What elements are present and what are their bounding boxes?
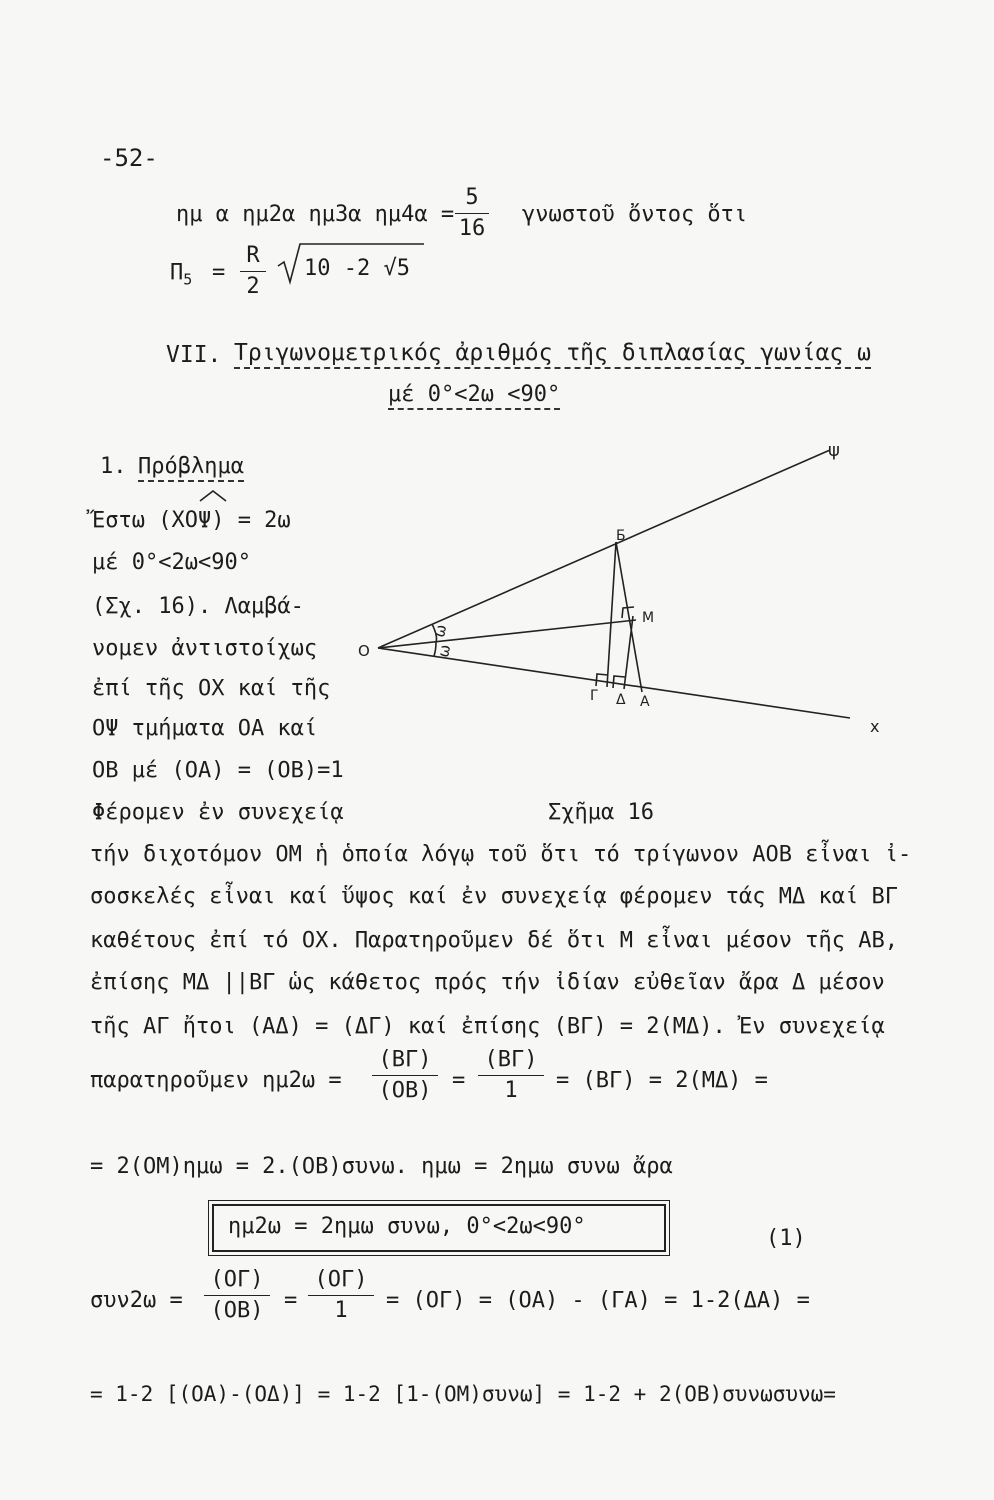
label-x: x xyxy=(870,717,880,736)
left-line-3: (Σχ. 16). Λαμβά- xyxy=(92,594,304,619)
bisector-om xyxy=(378,620,636,648)
ray-psi xyxy=(378,450,830,648)
eq1-fraction-1 xyxy=(372,1048,438,1103)
left-line-8: Φέρομεν ἐν συνεχείᾳ xyxy=(92,800,344,825)
fraction-numerator: (ΒΓ) xyxy=(484,1047,538,1072)
label-b: Б xyxy=(616,528,626,544)
label-omega-2: ω xyxy=(434,643,455,659)
eq3-prefix: συν2ω = xyxy=(90,1288,183,1313)
body-line-5: τῆς ΑΓ ἤτοι (ΑΔ) = (ΔΓ) καί ἐπίσης (ΒΓ) = 2(ΜΔ). Ἐν συνεχείᾳ xyxy=(90,1014,885,1039)
fraction-denominator: (ΟΒ) xyxy=(378,1078,432,1104)
fraction-numerator: (ΟΓ) xyxy=(314,1267,368,1292)
fraction-denominator: 2 xyxy=(246,274,260,300)
fraction-r-2 xyxy=(240,244,266,299)
fraction-denominator: 1 xyxy=(334,1298,348,1324)
pi-subscript: 5 xyxy=(183,270,193,289)
body-line-1: τήν διχοτόμον ΟΜ ἡ ὁποία λόγῳ τοῦ ὅτι τό τρίγωνον ΑΟΒ εἶναι ἰ- xyxy=(90,842,912,867)
square-root-content: 10 -2 √5 xyxy=(304,256,410,281)
given-text: γνωστοῦ ὄντος ὅτι xyxy=(522,202,748,227)
fraction-numerator: R xyxy=(246,243,260,268)
fraction-numerator: (ΟΓ) xyxy=(210,1267,264,1292)
label-omega-1: ω xyxy=(430,623,451,639)
segment-md xyxy=(624,616,633,689)
page-number: -52- xyxy=(100,144,158,172)
eq1-prefix: παρατηροῦμεν ημ2ω = xyxy=(90,1068,342,1093)
label-a: A xyxy=(640,694,650,710)
eq3-equals: = xyxy=(284,1288,298,1313)
fraction-denominator: 16 xyxy=(458,216,486,242)
left-line-4: νομεν ἀντιστοίχως xyxy=(92,636,318,661)
pi5-symbol xyxy=(170,262,192,287)
section-title: Τριγωνομετρικός ἀριθμός τῆς διπλασίας γωνίας ω xyxy=(234,342,871,369)
boxed-formula-text: ημ2ω = 2ημω συνω, 0°<2ω<90° xyxy=(228,1214,586,1239)
fraction-bar xyxy=(204,1295,270,1296)
left-line-5: ἐπί τῆς ΟΧ καί τῆς xyxy=(92,676,331,701)
eq1-suffix: = (ΒΓ) = 2(ΜΔ) = xyxy=(556,1068,768,1093)
fraction-numerator: (ΒΓ) xyxy=(378,1047,432,1072)
product-formula-left: ημ α ημ2α ημ3α ημ4α = xyxy=(176,202,455,227)
eq3-fraction-1 xyxy=(204,1268,270,1323)
label-g: Γ xyxy=(590,688,598,704)
eq4-line: = 1-2 [(ΟΑ)-(ΟΔ)] = 1-2 [1-(ΟΜ)συνω] = 1-2 + 2(ΟΒ)συνωσυνω= xyxy=(90,1382,836,1406)
eq2-line: = 2(ΟΜ)ημω = 2.(ΟΒ)συνω. ημω = 2ημω συνω ἄρα xyxy=(90,1154,673,1179)
left-line-2: μέ 0°<2ω<90° xyxy=(92,550,251,575)
problem-number: 1. xyxy=(100,454,127,479)
fraction-denominator: (ΟΒ) xyxy=(210,1298,264,1324)
eq3-suffix: = (ΟΓ) = (ΟΑ) - (ΓΑ) = 1-2(ΔΑ) = xyxy=(386,1288,810,1313)
fraction-bar xyxy=(455,213,489,214)
segment-ab xyxy=(616,542,642,692)
fraction-bar xyxy=(308,1295,374,1296)
left-line-7: ΟΒ μέ (ΟΑ) = (ΟΒ)=1 xyxy=(92,758,344,783)
eq1-equals: = xyxy=(452,1068,466,1093)
problem-label: Πρόβλημα xyxy=(138,456,244,482)
body-line-3: καθέτους ἐπί τό ΟΧ. Παρατηροῦμεν δέ ὅτι Μ εἶναι μέσον τῆς ΑΒ, xyxy=(90,928,898,953)
left-line-6: ΟΨ τμήματα ΟΑ καί xyxy=(92,716,318,741)
figure-16 xyxy=(340,430,900,760)
fraction-5-16 xyxy=(455,186,489,241)
label-o: O xyxy=(358,642,370,660)
segment-bg xyxy=(607,542,616,687)
section-number: VII. xyxy=(166,342,222,368)
figure-caption: Σχῆμα 16 xyxy=(548,800,654,825)
eq1-fraction-2 xyxy=(478,1048,544,1103)
pi5-equals: = xyxy=(212,260,226,285)
angle-hat xyxy=(198,488,228,502)
right-angle-d xyxy=(613,676,625,688)
label-m: M xyxy=(642,610,655,626)
body-line-2: σοσκελές εἶναι καί ὕψος καί ἐν συνεχείᾳ φέρομεν τάς ΜΔ καί ΒΓ xyxy=(90,884,898,909)
fraction-bar xyxy=(240,271,266,272)
pi-letter: Π xyxy=(170,260,184,285)
fraction-denominator: 1 xyxy=(504,1078,518,1104)
body-line-4: ἐπίσης ΜΔ ||ΒΓ ὡς κάθετος πρός τήν ἰδίαν εὐθεῖαν ἄρα Δ μέσον xyxy=(90,970,885,995)
eq3-fraction-2 xyxy=(308,1268,374,1323)
equation-tag: (1) xyxy=(766,1226,806,1251)
section-condition: μέ 0°<2ω <90° xyxy=(388,384,560,410)
label-psi: ψ xyxy=(828,440,840,461)
label-d: Δ xyxy=(616,692,626,708)
fraction-bar xyxy=(478,1075,544,1076)
fraction-bar xyxy=(372,1075,438,1076)
left-line-1: Ἔστω (XOΨ) = 2ω xyxy=(92,508,291,533)
fraction-numerator: 5 xyxy=(465,185,479,210)
